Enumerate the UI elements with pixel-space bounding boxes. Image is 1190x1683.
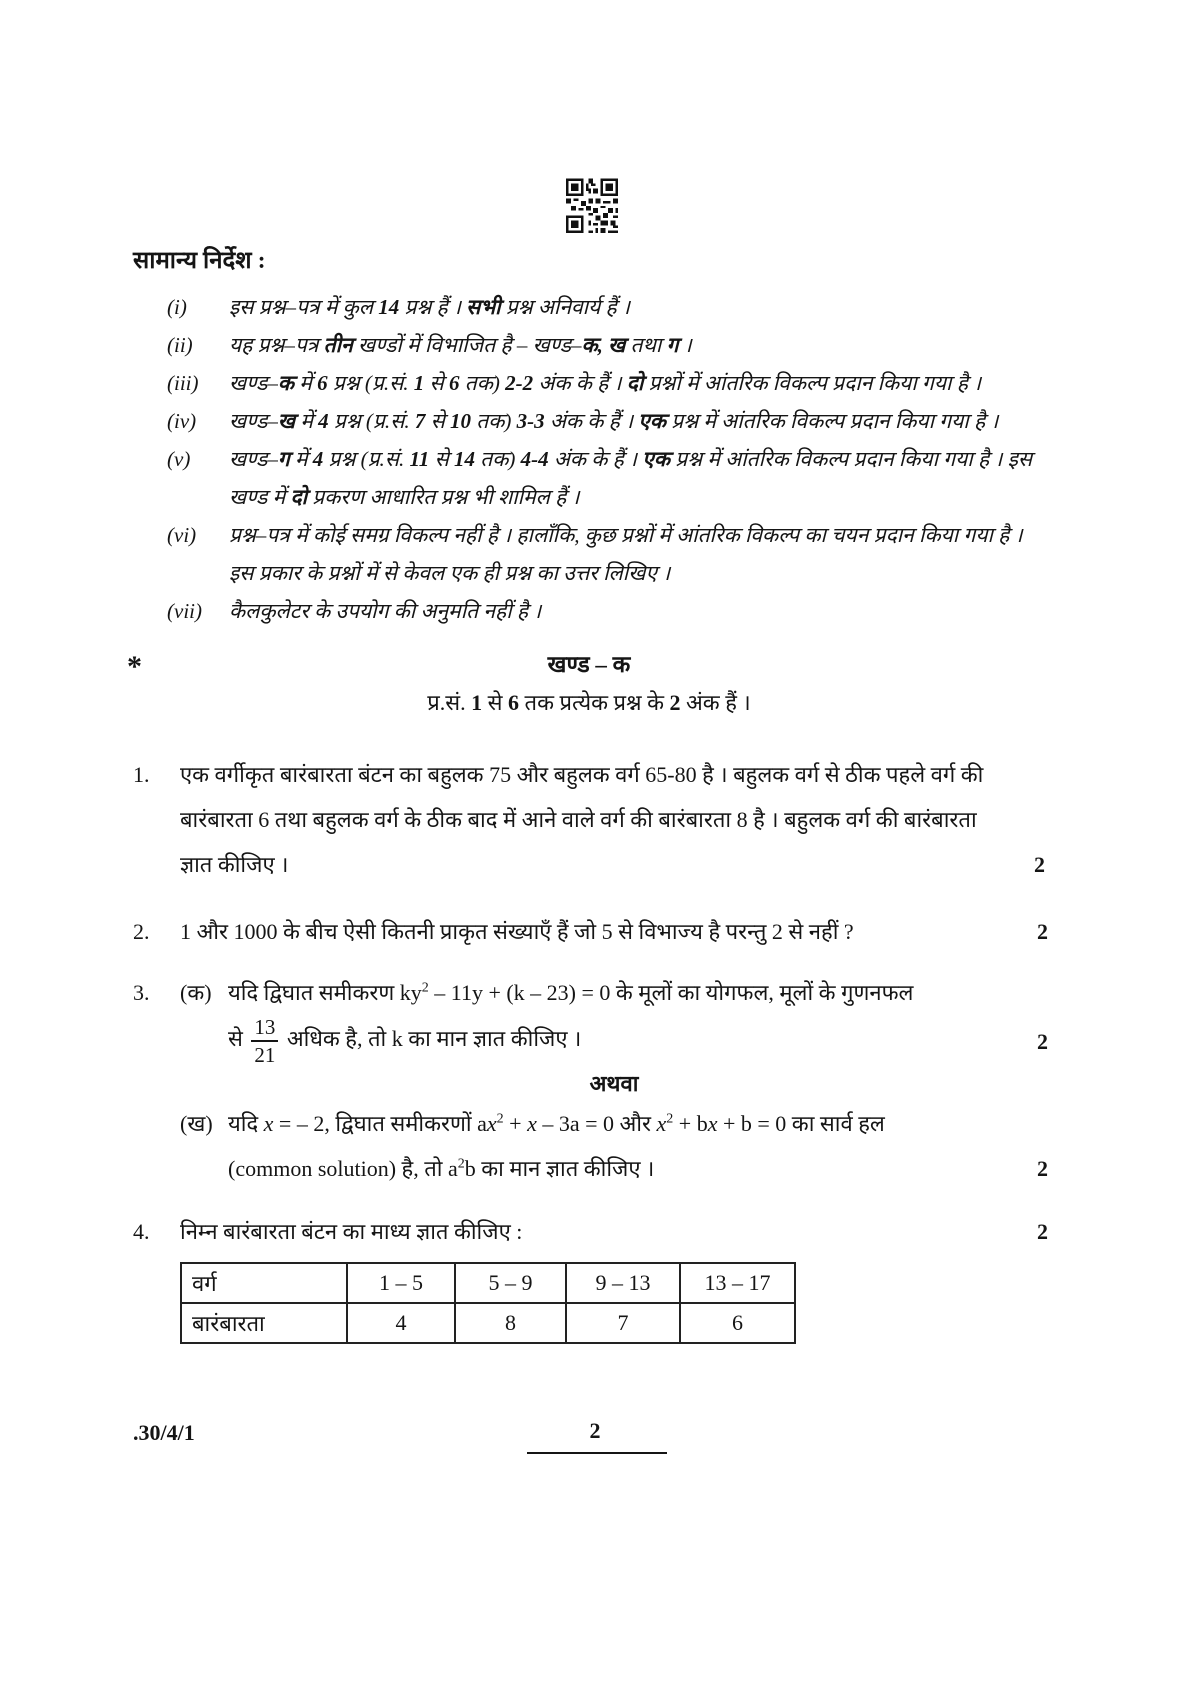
instruction-item bbox=[167, 440, 1045, 516]
question-2-number: 2. bbox=[133, 919, 150, 944]
table-cell: 4 bbox=[347, 1303, 455, 1343]
question-3-part-a bbox=[180, 970, 1048, 1067]
instruction-item bbox=[167, 364, 1045, 402]
paper-code: .30/4/1 bbox=[133, 1420, 195, 1445]
part-a-label: (क) bbox=[180, 980, 212, 1005]
question-3a-marks: 2 bbox=[1037, 1028, 1048, 1054]
instruction-number: (ii) bbox=[167, 333, 193, 357]
question-2-marks: 2 bbox=[1037, 919, 1048, 944]
asterisk-mark: * bbox=[127, 650, 142, 683]
frequency-table bbox=[180, 1262, 796, 1344]
question-3b-marks: 2 bbox=[1037, 1156, 1048, 1181]
general-instructions-heading: सामान्य निर्देश : bbox=[133, 248, 266, 274]
table-cell: 9 – 13 bbox=[566, 1263, 680, 1303]
question-4-number: 4. bbox=[133, 1219, 150, 1244]
question-3 bbox=[133, 970, 1048, 1191]
or-separator: अथवा bbox=[589, 1071, 639, 1096]
instruction-text: प्रश्न–पत्र में कोई समग्र विकल्प नहीं है । हालाँकि, कुछ प्रश्नों में आंतरिक विकल्प का चयन प्रदान किया गया है । इस प्रकार के प्रश्नों में से केवल एक ही प्रश्न का उत्तर लिखिए । bbox=[229, 523, 1023, 585]
question-3-part-b bbox=[180, 1101, 1048, 1191]
instruction-text: यह प्रश्न–पत्र तीन खण्डों में विभाजित है – खण्ड–क, ख तथा ग । bbox=[229, 333, 692, 357]
instruction-item bbox=[167, 402, 1045, 440]
table-row bbox=[181, 1303, 795, 1343]
question-1-marks: 2 bbox=[1034, 852, 1045, 877]
instruction-number: (iii) bbox=[167, 371, 199, 395]
instruction-text: खण्ड–ख में 4 प्रश्न (प्र.सं. 7 से 10 तक) 3-3 अंक के हैं । एक प्रश्न में आंतरिक विकल्प प्रदान किया गया है । bbox=[229, 409, 999, 433]
question-1 bbox=[133, 752, 1045, 887]
table-cell: 13 – 17 bbox=[680, 1263, 795, 1303]
part-a-line1: यदि द्विघात समीकरण $ky^2 - 11y + (k - 23) = 0$ के मूलों का योगफल, मूलों के गुणनफल bbox=[228, 980, 914, 1005]
table-cell: 8 bbox=[455, 1303, 566, 1343]
question-2 bbox=[133, 909, 1048, 954]
part-b-label: (ख) bbox=[180, 1111, 213, 1136]
instruction-text: खण्ड–क में 6 प्रश्न (प्र.सं. 1 से 6 तक) 2-2 अंक के हैं । दो प्रश्नों में आंतरिक विकल्प प्रदान किया गया है । bbox=[229, 371, 982, 395]
section-a-header bbox=[127, 646, 1045, 722]
page-number: 2 bbox=[589, 1418, 601, 1443]
page-number-underline bbox=[527, 1452, 667, 1454]
question-4 bbox=[133, 1209, 1048, 1254]
questions-block bbox=[133, 752, 1048, 1344]
qr-code-image bbox=[566, 178, 618, 236]
qr-code-icon bbox=[566, 178, 618, 236]
question-3-number: 3. bbox=[133, 980, 150, 1005]
table-cell: वर्ग bbox=[181, 1263, 347, 1303]
table-cell: 5 – 9 bbox=[455, 1263, 566, 1303]
instruction-text: खण्ड–ग में 4 प्रश्न (प्र.सं. 11 से 14 तक) 4-4 अंक के हैं । एक प्रश्न में आंतरिक विकल्प प्रदान किया गया है । इस खण्ड में दो प्रकरण आधारित प्रश्न भी शामिल हैं । bbox=[229, 447, 1033, 509]
part-a-line2: से $\frac{13}{21}$ अधिक है, तो k का मान ज्ञात कीजिए । bbox=[228, 1014, 582, 1067]
question-1-number: 1. bbox=[133, 762, 150, 787]
table-cell: 7 bbox=[566, 1303, 680, 1343]
instruction-text: इस प्रश्न–पत्र में कुल 14 प्रश्न हैं । सभी प्रश्न अनिवार्य हैं । bbox=[229, 295, 630, 319]
part-b-line2: (common solution) है, तो $a^2b$ का मान ज्ञात कीजिए । bbox=[228, 1156, 655, 1181]
question-2-text: 1 और 1000 के बीच ऐसी कितनी प्राकृत संख्याएँ हैं जो 5 से विभाज्य है परन्तु 2 से नहीं ? bbox=[180, 919, 854, 944]
instruction-number: (iv) bbox=[167, 409, 197, 433]
question-1-text: एक वर्गीकृत बारंबारता बंटन का बहुलक 75 और बहुलक वर्ग 65-80 है । बहुलक वर्ग से ठीक पहले वर्ग की बारंबारता 6 तथा बहुलक वर्ग के ठीक बाद में आने वाले वर्ग की बारंबारता 8 है । बहुलक वर्ग की बारंबारता ज्ञात कीजिए । bbox=[180, 762, 984, 877]
instruction-number: (vi) bbox=[167, 523, 197, 547]
table-cell: बारंबारता bbox=[181, 1303, 347, 1343]
question-4-text: निम्न बारंबारता बंटन का माध्य ज्ञात कीजिए : bbox=[180, 1219, 523, 1244]
section-a-subtitle: प्र.सं. 1 से 6 तक प्रत्येक प्रश्न के 2 अंक हैं । bbox=[427, 690, 751, 715]
instruction-number: (i) bbox=[167, 295, 187, 319]
general-instructions-list bbox=[133, 288, 1045, 630]
instruction-text: कैलकुलेटर के उपयोग की अनुमति नहीं है । bbox=[229, 599, 542, 623]
instruction-number: (vii) bbox=[167, 599, 202, 623]
section-a-title: खण्ड – क bbox=[547, 652, 631, 677]
question-4-marks: 2 bbox=[1037, 1219, 1048, 1244]
table-row bbox=[181, 1263, 795, 1303]
instruction-item bbox=[167, 592, 1045, 630]
instruction-number: (v) bbox=[167, 447, 191, 471]
table-cell: 6 bbox=[680, 1303, 795, 1343]
part-b-line1: यदि x = – 2, द्विघात समीकरणों $ax^2 + x - 3a = 0$ और $x^2$ + bx + b = 0 का सार्व हल bbox=[228, 1111, 885, 1136]
instruction-item bbox=[167, 516, 1045, 592]
instruction-item bbox=[167, 326, 1045, 364]
table-cell: 1 – 5 bbox=[347, 1263, 455, 1303]
instruction-item bbox=[167, 288, 1045, 326]
